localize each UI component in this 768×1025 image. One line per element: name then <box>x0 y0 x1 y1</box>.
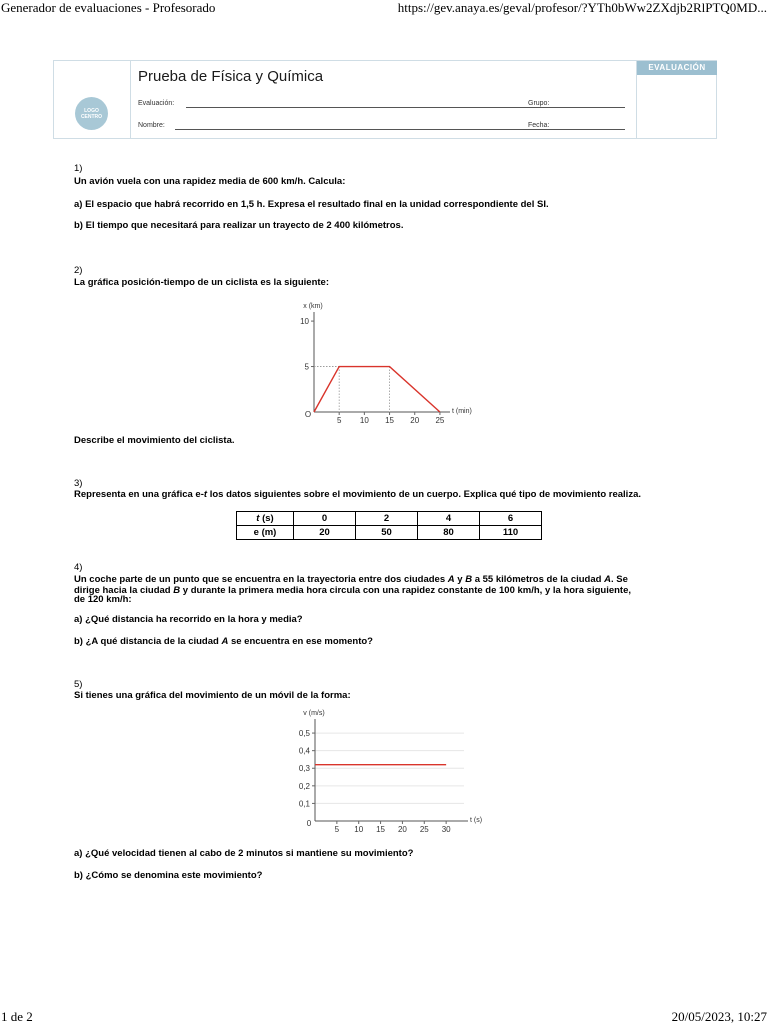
page-url[interactable]: https://gev.anaya.es/geval/profesor/?YTh0bWw2ZXdjb2RlPTQ0MD... <box>398 0 767 16</box>
table-cell: 110 <box>480 526 542 540</box>
q1-part-a: a) El espacio que habrá recorrido en 1,5 h. Expresa el resultado final en la unidad correspondiente del SI. <box>74 199 549 210</box>
q4-line2 <box>74 585 631 596</box>
q4-l1-b: y <box>455 574 466 585</box>
q1-intro: Un avión vuela con una rapidez media de 600 km/h. Calcula: <box>74 176 345 187</box>
q2-prompt: Describe el movimiento del ciclista. <box>74 435 235 446</box>
y-tick-label: 0,3 <box>299 764 311 773</box>
q4-part-a: a) ¿Qué distancia ha recorrido en la hora y media? <box>74 614 303 625</box>
city-a: A <box>221 636 228 647</box>
row-header-e: e (m) <box>237 526 294 540</box>
x-tick-label: 5 <box>337 416 342 425</box>
x-axis-label: t (s) <box>470 817 482 824</box>
table-cell: 4 <box>418 512 480 526</box>
data-table <box>236 511 542 540</box>
x-tick-label: 30 <box>442 825 451 834</box>
x-tick-label: 20 <box>398 825 407 834</box>
x-tick-label: 20 <box>410 416 419 425</box>
q3-intro <box>74 489 641 500</box>
q4-line1 <box>74 574 628 585</box>
y-tick-label: 0,5 <box>299 729 311 738</box>
q4-l2-b: y durante la primera media hora circula con una rapidez constante de 100 km/h, y la hora siguiente, <box>180 585 631 596</box>
table-cell: 6 <box>480 512 542 526</box>
table-cell: 80 <box>418 526 480 540</box>
q4-b-post: se encuentra en ese momento? <box>228 636 373 647</box>
table-cell: 0 <box>294 512 356 526</box>
q4-l1-a: Un coche parte de un punto que se encuentra en la trayectoria entre dos ciudades <box>74 574 448 585</box>
y-tick-label: 10 <box>300 317 309 326</box>
logo-column <box>54 61 131 138</box>
grupo-field[interactable] <box>557 107 625 108</box>
city-b: B <box>465 574 472 585</box>
q3-intro-pre: Representa en una gráfica e- <box>74 489 204 500</box>
q5-part-b: b) ¿Cómo se denomina este movimiento? <box>74 870 262 881</box>
city-a: A <box>604 574 611 585</box>
series-line <box>314 367 440 412</box>
q4-l2-a: dirige hacia la ciudad <box>74 585 173 596</box>
q3-number: 3) <box>74 478 82 489</box>
page-counter: 1 de 2 <box>1 1009 33 1025</box>
y-tick-label: 0,4 <box>299 747 311 756</box>
x-tick-label: 10 <box>354 825 363 834</box>
nombre-label: Nombre: <box>138 122 165 129</box>
city-b: B <box>173 585 180 596</box>
table-row <box>237 512 542 526</box>
q4-b-pre: b) ¿A qué distancia de la ciudad <box>74 636 221 647</box>
x-axis-label: t (min) <box>452 408 472 415</box>
x-tick-label: 5 <box>335 825 340 834</box>
q5-part-a: a) ¿Qué velocidad tienen al cabo de 2 minutos si mantiene su movimiento? <box>74 848 413 859</box>
q1-part-b: b) El tiempo que necesitará para realizar un trayecto de 2 400 kilómetros. <box>74 220 403 231</box>
q4-number: 4) <box>74 562 82 573</box>
table-cell: 20 <box>294 526 356 540</box>
x-tick-label: 25 <box>435 416 444 425</box>
school-logo: LOGO CENTRO <box>75 97 108 130</box>
table-cell: 2 <box>356 512 418 526</box>
q4-l1-c: a 55 kilómetros de la ciudad <box>472 574 604 585</box>
q2-number: 2) <box>74 265 82 276</box>
print-datetime: 20/05/2023, 10:27 <box>672 1009 767 1025</box>
q1-number: 1) <box>74 163 82 174</box>
y-tick-label: 0,2 <box>299 782 311 791</box>
x-tick-label: 15 <box>376 825 385 834</box>
t-var: t <box>256 513 259 524</box>
origin-label: 0 <box>307 819 312 828</box>
q3-intro-post: los datos siguientes sobre el movimiento de un cuerpo. Explica qué tipo de movimiento realiza. <box>207 489 641 500</box>
q5-intro: Si tienes una gráfica del movimiento de un móvil de la forma: <box>74 690 351 701</box>
print-footer <box>0 1009 768 1025</box>
grupo-label: Grupo: <box>528 100 549 107</box>
row-header-t <box>237 512 294 526</box>
position-time-chart <box>282 296 482 424</box>
evaluacion-field[interactable] <box>186 107 569 108</box>
x-tick-label: 15 <box>385 416 394 425</box>
table-cell: 50 <box>356 526 418 540</box>
fecha-field[interactable] <box>556 129 625 130</box>
t-unit: (s) <box>259 513 273 524</box>
q5-number: 5) <box>74 679 82 690</box>
print-header <box>0 0 768 16</box>
q2-intro: La gráfica posición-tiempo de un ciclista es la siguiente: <box>74 277 329 288</box>
nombre-field[interactable] <box>175 129 568 130</box>
y-axis-label: x (km) <box>303 303 322 310</box>
city-a: A <box>448 574 455 585</box>
q4-part-b <box>74 636 373 647</box>
evaluation-badge: EVALUACIÓN <box>637 61 717 75</box>
x-tick-label: 25 <box>420 825 429 834</box>
evaluacion-label: Evaluación: <box>138 100 174 107</box>
y-tick-label: 0,1 <box>299 799 311 808</box>
y-tick-label: 5 <box>305 363 310 372</box>
q4-line3: de 120 km/h: <box>74 594 132 605</box>
origin-label: O <box>305 410 311 419</box>
exam-title: Prueba de Física y Química <box>138 68 323 85</box>
velocity-time-chart <box>278 711 480 839</box>
fecha-label: Fecha: <box>528 122 549 129</box>
q3-intro-t: t <box>204 489 207 500</box>
q4-l1-d: . Se <box>611 574 628 585</box>
table-row <box>237 526 542 540</box>
exam-header <box>53 60 717 139</box>
y-axis-label: v (m/s) <box>303 710 324 717</box>
x-tick-label: 10 <box>360 416 369 425</box>
page-title: Generador de evaluaciones - Profesorado <box>1 0 215 16</box>
